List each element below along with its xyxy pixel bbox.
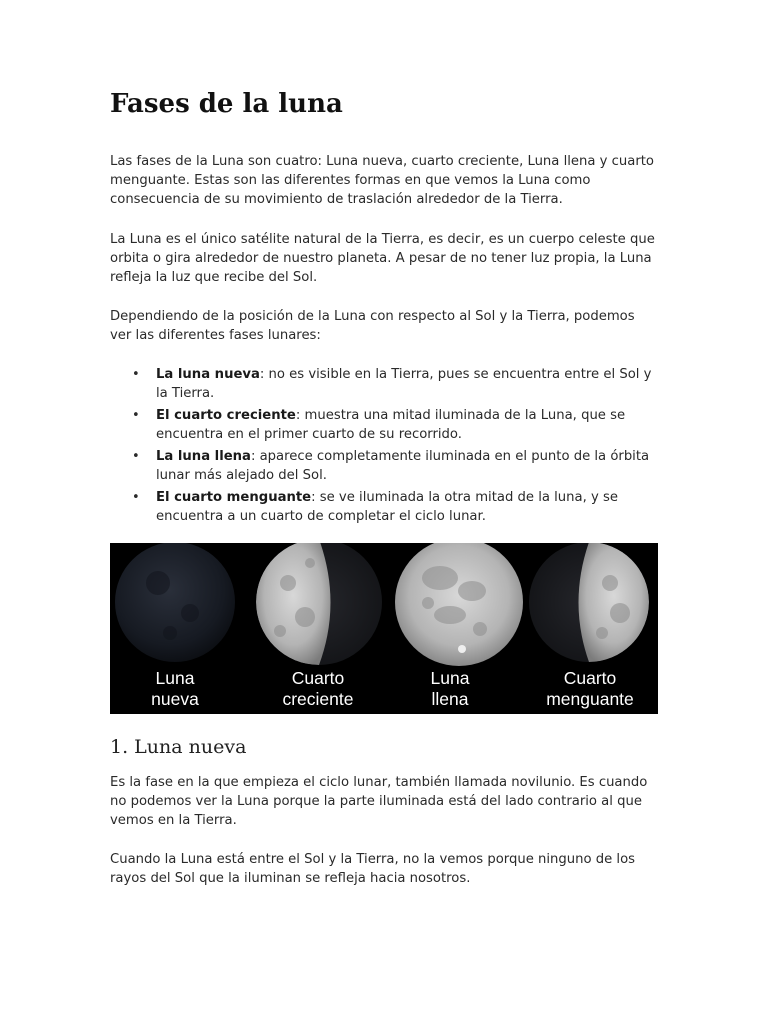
list-item-text: : no es visible en la Tierra, pues se encuentra entre el Sol y la Tierra. — [156, 367, 652, 401]
moon-caption-waxing — [253, 668, 383, 710]
phases-list — [110, 365, 658, 529]
moon-caption-line: Cuarto — [563, 668, 617, 688]
moon-caption-new — [110, 668, 240, 710]
moon-caption-line: menguante — [546, 689, 634, 709]
list-item-text: : muestra una mitad iluminada de la Luna, que se encuentra en el primer cuarto de su recorrido. — [156, 408, 626, 442]
list-item — [110, 447, 658, 485]
list-item-term: La luna llena — [156, 449, 251, 464]
list-item — [110, 406, 658, 444]
satellite-paragraph: La Luna es el único satélite natural de la Tierra, es decir, es un cuerpo celeste que orbita o gira alrededor de nuestro planeta. A pesar de no tener luz propia, la Luna refleja la luz que recibe del Sol. — [110, 232, 655, 285]
list-item-text: : aparece completamente iluminada en el punto de la órbita lunar más alejado del Sol. — [156, 449, 650, 483]
waning-quarter-moon-icon — [529, 543, 649, 662]
list-item-text: : se ve iluminada la otra mitad de la luna, y se encuentra a un cuarto de completar el ciclo lunar. — [156, 490, 618, 524]
list-item-term: El cuarto creciente — [156, 408, 296, 423]
bullet-icon: • — [132, 490, 140, 505]
section-heading: 1. Luna nueva — [110, 736, 247, 758]
waxing-quarter-moon-icon — [256, 543, 382, 665]
moon-phases-image — [110, 543, 658, 714]
new-moon-icon — [115, 543, 235, 662]
bullet-icon: • — [132, 408, 140, 423]
moon-caption-line: Luna — [155, 668, 195, 688]
moon-caption-waning — [525, 668, 655, 710]
moon-caption-line: Cuarto — [291, 668, 345, 688]
list-item — [110, 365, 658, 403]
section-paragraph: Es la fase en la que empieza el ciclo lunar, también llamada novilunio. Es cuando no podemos ver la Luna porque la parte iluminada está del lado contrario al que vemos en la Tierra. — [110, 775, 648, 828]
bullet-icon: • — [132, 449, 140, 464]
section-paragraph: Cuando la Luna está entre el Sol y la Tierra, no la vemos porque ninguno de los rayos del Sol que la iluminan se refleja hacia nosotros. — [110, 852, 636, 886]
moon-caption-line: llena — [431, 689, 469, 709]
list-item — [110, 488, 658, 526]
moon-caption-full — [385, 668, 515, 710]
moon-caption-line: nueva — [151, 689, 199, 709]
intro-paragraph: Las fases de la Luna son cuatro: Luna nueva, cuarto creciente, Luna llena y cuarto menguante. Estas son las diferentes formas en que vemos la Luna como consecuencia de su movimiento de traslación alrededor de la Tierra. — [110, 154, 654, 207]
bullet-icon: • — [132, 367, 140, 382]
moon-caption-line: Luna — [430, 668, 470, 688]
phases-intro-paragraph: Dependiendo de la posición de la Luna con respecto al Sol y la Tierra, podemos ver las diferentes fases lunares: — [110, 309, 635, 343]
moon-caption-line: creciente — [282, 689, 354, 709]
list-item-term: La luna nueva — [156, 367, 260, 382]
list-item-term: El cuarto menguante — [156, 490, 312, 505]
page-title: Fases de la luna — [110, 89, 343, 119]
full-moon-icon — [395, 543, 523, 666]
